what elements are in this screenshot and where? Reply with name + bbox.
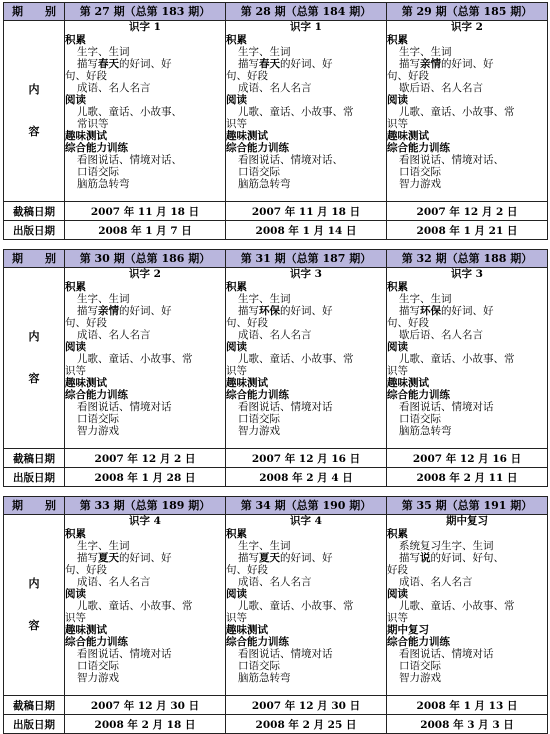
theme-highlight: 亲情 [420, 58, 441, 70]
content-line: 成语、名人名言 [77, 82, 151, 94]
content-line: 口语交际 [77, 166, 119, 178]
line-text: 的好词、好 [280, 552, 333, 564]
content-line [65, 305, 225, 317]
content-line: 脑筋急转弯 [399, 425, 452, 437]
content-line: 脑筋急转弯 [238, 672, 291, 684]
lesson-title: 期中复习 [446, 515, 488, 527]
publish-date: 2008 年 2 月 11 日 [387, 468, 548, 487]
content-line: 生字、生词 [77, 293, 130, 305]
publish-date: 2008 年 1 月 7 日 [65, 221, 226, 240]
issue-content [387, 268, 548, 449]
content-line [226, 552, 386, 564]
content-label [4, 268, 65, 449]
issue-header: 第 30 期（总第 186 期） [65, 250, 226, 268]
section-heading: 阅读 [387, 341, 408, 353]
line-text: 的好词、好 [119, 58, 172, 70]
content-line: 看图说话、情境对话 [238, 401, 333, 413]
period-label: 期 别 [4, 250, 65, 268]
issue-header: 第 33 期（总第 189 期） [65, 497, 226, 515]
deadline-row [4, 202, 548, 221]
publish-label: 出版日期 [4, 468, 65, 487]
content-line: 句、好段 [226, 70, 268, 82]
section-heading: 趣味测试 [387, 130, 429, 142]
content-line: 句、好段 [387, 317, 429, 329]
section-heading: 阅读 [226, 588, 247, 600]
line-text: 的好词、好 [119, 552, 172, 564]
deadline-label: 截稿日期 [4, 202, 65, 221]
deadline-date: 2007 年 11 月 18 日 [65, 202, 226, 221]
content-line: 儿歌、童话、小故事、常 [399, 600, 515, 612]
content-line: 儿歌、童话、小故事、常 [238, 600, 354, 612]
content-line: 歇后语、名人名言 [399, 82, 483, 94]
content-line [226, 58, 386, 70]
period-row [4, 497, 548, 515]
content-line: 儿歌、童话、小故事、 [77, 106, 182, 118]
issue-header: 第 31 期（总第 187 期） [226, 250, 387, 268]
content-line: 成语、名人名言 [77, 576, 151, 588]
content-line: 儿歌、童话、小故事、常 [399, 353, 515, 365]
lesson-title: 识字 1 [129, 21, 161, 33]
section-heading: 阅读 [65, 588, 86, 600]
content-line [387, 305, 547, 317]
line-text: 描写 [238, 305, 259, 317]
line-text: 描写 [238, 58, 259, 70]
issue-header: 第 28 期（总第 184 期） [226, 3, 387, 21]
publish-date: 2008 年 3 月 3 日 [387, 715, 548, 734]
content-line: 生字、生词 [238, 293, 291, 305]
issue-content [226, 21, 387, 202]
schedule-page [3, 2, 547, 734]
content-line: 识等 [387, 612, 408, 624]
section-heading: 积累 [65, 528, 86, 540]
theme-highlight: 说 [420, 552, 431, 564]
content-line: 成语、名人名言 [238, 82, 312, 94]
content-line: 句、好段 [65, 70, 107, 82]
content-line: 看图说话、情境对话、 [77, 154, 182, 166]
content-line: 成语、名人名言 [399, 576, 473, 588]
lesson-title: 识字 1 [290, 21, 322, 33]
publish-date: 2008 年 2 月 25 日 [226, 715, 387, 734]
content-line: 常识等 [77, 118, 109, 130]
theme-highlight: 环保 [420, 305, 441, 317]
content-line: 口语交际 [77, 660, 119, 672]
content-line: 脑筋急转弯 [77, 178, 130, 190]
content-line: 看图说话、情境对话 [77, 648, 172, 660]
section-heading: 综合能力训练 [226, 389, 289, 401]
content-label-char: 容 [28, 125, 40, 138]
content-line: 生字、生词 [399, 293, 452, 305]
section-heading: 阅读 [226, 94, 247, 106]
theme-highlight: 春天 [259, 58, 280, 70]
content-line: 识等 [65, 612, 86, 624]
content-line: 智力游戏 [399, 178, 441, 190]
publish-date: 2008 年 2 月 4 日 [226, 468, 387, 487]
section-heading: 综合能力训练 [387, 636, 450, 648]
content-line: 好段 [387, 564, 408, 576]
issue-header: 第 27 期（总第 183 期） [65, 3, 226, 21]
content-line: 脑筋急转弯 [238, 178, 291, 190]
issue-content [65, 268, 226, 449]
publish-row [4, 221, 548, 240]
content-line: 看图说话、情境对话 [77, 401, 172, 413]
section-heading: 积累 [387, 528, 408, 540]
section-heading: 综合能力训练 [65, 389, 128, 401]
schedule-block-1 [3, 2, 548, 240]
lesson-title: 识字 3 [290, 268, 322, 280]
content-row [4, 268, 548, 449]
period-row [4, 3, 548, 21]
content-label-char: 容 [28, 619, 40, 632]
content-label-char: 容 [28, 372, 40, 385]
line-text: 的好词、好 [441, 58, 494, 70]
issue-header: 第 29 期（总第 185 期） [387, 3, 548, 21]
section-heading: 期中复习 [387, 624, 429, 636]
content-line: 智力游戏 [399, 672, 441, 684]
line-text: 的好词、好 [280, 305, 333, 317]
line-text: 描写 [77, 58, 98, 70]
deadline-date: 2007 年 12 月 16 日 [387, 449, 548, 468]
content-line [65, 58, 225, 70]
content-line: 生字、生词 [238, 46, 291, 58]
section-heading: 阅读 [387, 588, 408, 600]
issue-header: 第 34 期（总第 190 期） [226, 497, 387, 515]
content-line: 识等 [226, 365, 247, 377]
section-heading: 阅读 [65, 341, 86, 353]
period-row [4, 250, 548, 268]
content-line: 句、好段 [65, 564, 107, 576]
issue-content [226, 515, 387, 696]
issue-header: 第 35 期（总第 191 期） [387, 497, 548, 515]
publish-label: 出版日期 [4, 715, 65, 734]
section-heading: 趣味测试 [226, 377, 268, 389]
section-heading: 综合能力训练 [226, 142, 289, 154]
section-heading: 阅读 [226, 341, 247, 353]
line-text: 描写 [399, 305, 420, 317]
content-label-char: 内 [28, 577, 40, 590]
period-label: 期 别 [4, 3, 65, 21]
content-line: 识等 [226, 612, 247, 624]
section-heading: 阅读 [387, 94, 408, 106]
theme-highlight: 夏天 [98, 552, 119, 564]
content-line: 句、好段 [65, 317, 107, 329]
content-label-char: 内 [28, 83, 40, 96]
deadline-date: 2007 年 12 月 16 日 [226, 449, 387, 468]
content-line: 口语交际 [399, 660, 441, 672]
deadline-date: 2007 年 11 月 18 日 [226, 202, 387, 221]
section-heading: 阅读 [65, 94, 86, 106]
section-heading: 积累 [226, 528, 247, 540]
deadline-date: 2008 年 1 月 13 日 [387, 696, 548, 715]
lesson-title: 识字 3 [451, 268, 483, 280]
lesson-title: 识字 2 [129, 268, 161, 280]
deadline-date: 2007 年 12 月 2 日 [65, 449, 226, 468]
content-line: 儿歌、童话、小故事、常 [238, 106, 354, 118]
content-line: 口语交际 [238, 660, 280, 672]
line-text: 描写 [399, 58, 420, 70]
line-text: 描写 [77, 552, 98, 564]
publish-date: 2008 年 1 月 21 日 [387, 221, 548, 240]
section-heading: 综合能力训练 [65, 142, 128, 154]
deadline-date: 2007 年 12 月 30 日 [226, 696, 387, 715]
line-text: 描写 [399, 552, 420, 564]
content-line [387, 58, 547, 70]
line-text: 的好词、好 [119, 305, 172, 317]
content-line: 识等 [387, 365, 408, 377]
content-line: 口语交际 [238, 413, 280, 425]
section-heading: 综合能力训练 [226, 636, 289, 648]
content-line: 成语、名人名言 [77, 329, 151, 341]
content-line: 生字、生词 [77, 540, 130, 552]
content-line: 儿歌、童话、小故事、常 [238, 353, 354, 365]
content-line: 看图说话、情境对话 [238, 648, 333, 660]
section-heading: 趣味测试 [387, 377, 429, 389]
content-line: 口语交际 [399, 166, 441, 178]
deadline-label: 截稿日期 [4, 696, 65, 715]
section-heading: 趣味测试 [65, 377, 107, 389]
section-heading: 积累 [226, 281, 247, 293]
content-line: 儿歌、童话、小故事、常 [77, 353, 193, 365]
section-heading: 积累 [65, 281, 86, 293]
theme-highlight: 亲情 [98, 305, 119, 317]
content-line: 句、好段 [226, 564, 268, 576]
content-line: 智力游戏 [238, 425, 280, 437]
lesson-title: 识字 2 [451, 21, 483, 33]
publish-date: 2008 年 1 月 28 日 [65, 468, 226, 487]
line-text: 的好词、好 [441, 305, 494, 317]
content-line: 儿歌、童话、小故事、常 [77, 600, 193, 612]
content-line: 成语、名人名言 [238, 576, 312, 588]
issue-content [65, 21, 226, 202]
content-line: 口语交际 [238, 166, 280, 178]
deadline-row [4, 696, 548, 715]
content-label-char: 内 [28, 330, 40, 343]
content-line: 系统复习生字、生词 [399, 540, 494, 552]
section-heading: 积累 [387, 34, 408, 46]
line-text: 的好词、好句、 [430, 552, 504, 564]
lesson-title: 识字 4 [129, 515, 161, 527]
content-line: 歇后语、名人名言 [399, 329, 483, 341]
content-line: 生字、生词 [77, 46, 130, 58]
section-heading: 趣味测试 [65, 624, 107, 636]
content-line: 看图说话、情境对话 [399, 401, 494, 413]
theme-highlight: 春天 [98, 58, 119, 70]
section-heading: 综合能力训练 [387, 389, 450, 401]
line-text: 描写 [238, 552, 259, 564]
section-heading: 趣味测试 [65, 130, 107, 142]
section-heading: 积累 [226, 34, 247, 46]
issue-content [65, 515, 226, 696]
theme-highlight: 夏天 [259, 552, 280, 564]
content-line: 看图说话、情境对话、 [238, 154, 343, 166]
line-text: 的好词、好 [280, 58, 333, 70]
publish-label: 出版日期 [4, 221, 65, 240]
content-line: 智力游戏 [77, 672, 119, 684]
deadline-date: 2007 年 12 月 2 日 [387, 202, 548, 221]
schedule-block-2 [3, 249, 548, 487]
content-line [65, 552, 225, 564]
publish-row [4, 715, 548, 734]
period-label: 期 别 [4, 497, 65, 515]
content-line: 识等 [65, 365, 86, 377]
content-line: 句、好段 [226, 317, 268, 329]
content-line: 看图说话、情境对话 [399, 648, 494, 660]
content-line: 智力游戏 [77, 425, 119, 437]
content-line: 生字、生词 [238, 540, 291, 552]
content-line: 口语交际 [399, 413, 441, 425]
section-heading: 积累 [387, 281, 408, 293]
issue-header: 第 32 期（总第 188 期） [387, 250, 548, 268]
content-line [226, 305, 386, 317]
content-line: 句、好段 [387, 70, 429, 82]
line-text: 描写 [77, 305, 98, 317]
section-heading: 积累 [65, 34, 86, 46]
publish-date: 2008 年 2 月 18 日 [65, 715, 226, 734]
issue-content [387, 21, 548, 202]
publish-date: 2008 年 1 月 14 日 [226, 221, 387, 240]
section-heading: 趣味测试 [226, 130, 268, 142]
content-row [4, 515, 548, 696]
content-line [387, 552, 547, 564]
content-row [4, 21, 548, 202]
content-line: 看图说话、情境对话、 [399, 154, 504, 166]
deadline-row [4, 449, 548, 468]
section-heading: 综合能力训练 [387, 142, 450, 154]
content-line: 识等 [387, 118, 408, 130]
schedule-block-3 [3, 496, 548, 734]
content-line: 儿歌、童话、小故事、常 [399, 106, 515, 118]
section-heading: 趣味测试 [226, 624, 268, 636]
section-heading: 综合能力训练 [65, 636, 128, 648]
deadline-date: 2007 年 12 月 30 日 [65, 696, 226, 715]
deadline-label: 截稿日期 [4, 449, 65, 468]
content-label [4, 21, 65, 202]
issue-content [226, 268, 387, 449]
issue-content [387, 515, 548, 696]
content-line: 生字、生词 [399, 46, 452, 58]
publish-row [4, 468, 548, 487]
theme-highlight: 环保 [259, 305, 280, 317]
content-label [4, 515, 65, 696]
content-line: 口语交际 [77, 413, 119, 425]
lesson-title: 识字 4 [290, 515, 322, 527]
content-line: 成语、名人名言 [238, 329, 312, 341]
content-line: 识等 [226, 118, 247, 130]
